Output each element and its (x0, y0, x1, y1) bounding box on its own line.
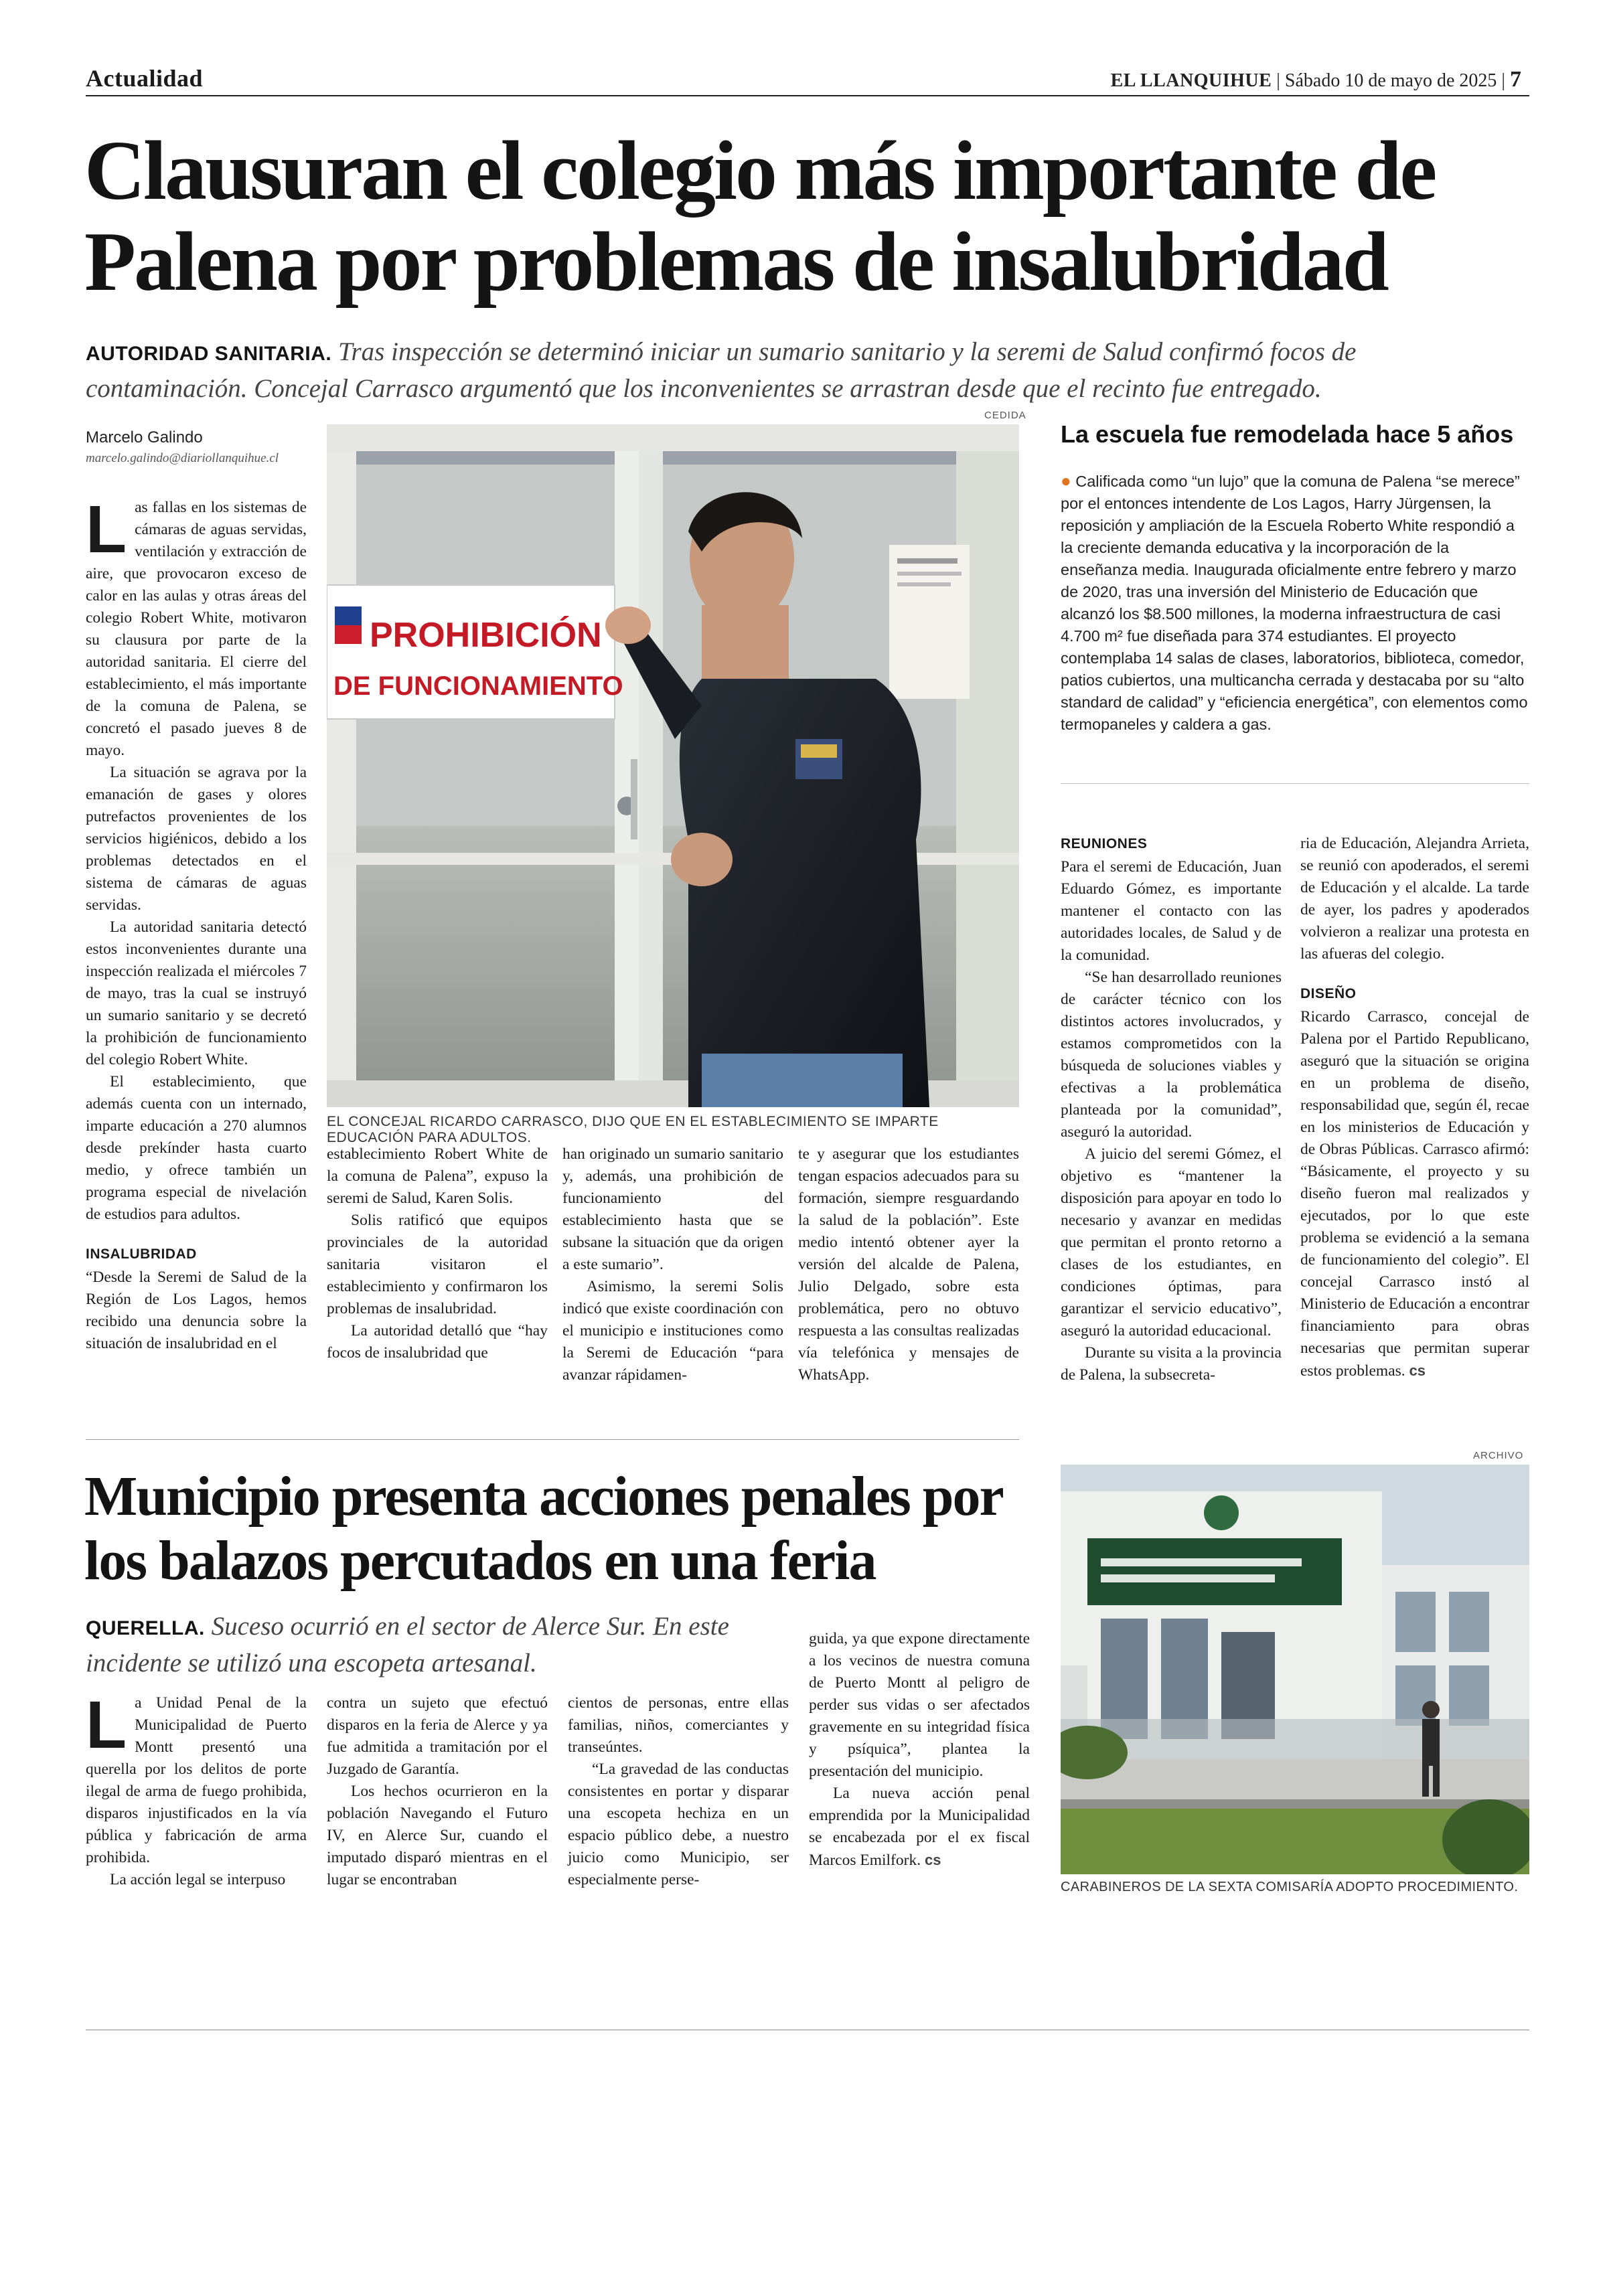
paragraph: Durante su visita a la provincia de Palena, la subsecreta- (1061, 1344, 1282, 1384)
article2-column-2 (327, 1692, 548, 1893)
headline-secondary: Municipio presenta acciones penales por los balazos percutados en una feria (84, 1465, 1002, 1592)
end-mark: cs (1409, 1362, 1426, 1379)
photo-credit: CEDIDA (984, 410, 1026, 421)
page-header-meta (1111, 67, 1521, 92)
paragraph: a Unidad Penal de la Municipalidad de Puerto Montt presentó una querella por los delitos de porte ilegal de arma de fuego prohibida, disparos injustificados en la vía pública y fabricación de arma prohibida. (86, 1694, 307, 1866)
article-column-6 (1300, 833, 1529, 1435)
deck-text: Suceso ocurrió en el sector de Alerce Sur. En este incidente se utilizó una escopeta artesanal. (86, 1612, 729, 1677)
paragraph: Asimismo, la seremi Solis indicó que existe coordinación con el municipio e instituciones como la Seremi de Educación “para avanzar rápidamen- (562, 1278, 783, 1384)
deck-secondary (86, 1609, 755, 1681)
sidebar-title: La escuela fue remodelada hace 5 años (1061, 420, 1514, 448)
sign-text-line-2: DE FUNCIONAMIENTO (333, 671, 623, 701)
section-label: Actualidad (86, 65, 204, 92)
article-column-4 (798, 1143, 1019, 1438)
paragraph: La situación se agrava por la emanación de gases y olores putrefactos provenientes de los servicios higiénicos, debido a los problemas detectados en el sistema de cámaras de aguas servidas. (86, 764, 307, 914)
header-separator: | (1276, 70, 1280, 91)
header-separator: | (1501, 70, 1505, 91)
header-rule (86, 95, 1529, 96)
byline (86, 428, 307, 466)
paragraph: Los hechos ocurrieron en la población Navegando el Futuro IV, en Alerce Sur, cuando el imputado disparó mientras en el lugar se encontraban (327, 1783, 548, 1888)
photo-councilman-at-door (327, 424, 1019, 1107)
paragraph: Para el seremi de Educación, Juan Eduardo Gómez, es importante mantener el contacto con las autoridades locales, de Salud y de la comunidad. (1061, 858, 1282, 964)
paragraph: contra un sujeto que efectuó disparos en la feria de Alerce y ya fue admitida a tramitación por el Juzgado de Garantía. (327, 1694, 548, 1778)
section-divider (86, 1439, 1019, 1440)
photo-illustration (1061, 1465, 1529, 1874)
article-column-1 (86, 492, 307, 1434)
paragraph: te y asegurar que los estudiantes tengan espacios adecuados para su formación, siempre resguardando la salud de la población”. Este medio intentó obtener ayer la versión del alcalde de Palena, Julio Delgado, sobre esta problemática, pero no obtuvo respuesta a las consultas realizadas vía telefónica y mensajes de WhatsApp. (798, 1145, 1019, 1384)
paragraph: Ricardo Carrasco, concejal de Palena por el Partido Republicano, aseguró que la situación se origina en un problema de diseño, responsabilidad que, según él, recae en los ministerios de Educación y de Obras Públicas. Carrasco afirmó: “Básicamente, el proyecto y su diseño fueron mal realizados y ejecutados, por lo que este problema se evidenció a la semana de funcionamiento del colegio”. El concejal Carrasco instó al Ministerio de Educación a encontrar financiamiento para obras necesarias que permitan superar estos problemas. (1300, 1008, 1529, 1380)
paragraph: cientos de personas, entre ellas familias, niños, comerciantes y transeúntes. (568, 1694, 789, 1756)
publication-date: Sábado 10 de mayo de 2025 (1284, 70, 1497, 91)
deck-text: Tras inspección se determinó iniciar un sumario sanitario y la seremi de Salud confirmó focos de contaminación. Concejal Carrasco argumentó que los inconvenientes se arrastran desde que el recinto fue entregado. (86, 337, 1357, 403)
sign-text-line-1: PROHIBICIÓN (370, 616, 602, 655)
article2-column-4 (809, 1628, 1030, 1896)
author-name: Marcelo Galindo (86, 428, 203, 446)
subheading: REUNIONES (1061, 836, 1148, 851)
paragraph: La nueva acción penal emprendida por la Municipalidad se encabezada por el ex fiscal Marcos Emilfork. (809, 1785, 1030, 1869)
paragraph: La autoridad detalló que “hay focos de insalubridad que (327, 1322, 548, 1362)
bullet-icon: ● (1061, 471, 1071, 491)
article2-column-1 (86, 1688, 307, 1893)
photo-caption: CARABINEROS DE LA SEXTA COMISARÍA ADOPTO PROCEDIMIENTO. (1061, 1880, 1519, 1894)
sidebar-divider (1061, 783, 1529, 784)
paragraph: A juicio del seremi Gómez, el objetivo es “mantener la disposición para apoyar en todo lo necesario y avanzar en medidas que permitan el pronto retorno a clases de los estudiantes, en condiciones óptimas, para garantizar el servicio educativo”, aseguró la autoridad educacional. (1061, 1145, 1282, 1339)
deck-lead: AUTORIDAD SANITARIA. (86, 343, 332, 365)
paragraph: Solis ratificó que equipos provinciales de la autoridad sanitaria visitaron el establecimiento y confirmaron los problemas de insalubridad. (327, 1212, 548, 1317)
paragraph: han originado un sumario sanitario y, además, una prohibición de funcionamiento del establecimiento hasta que se subsane la situación que da origen a este sumario”. (562, 1145, 783, 1273)
paragraph: “Desde la Seremi de Salud de la Región de Los Lagos, hemos recibido una denuncia sobre la situación de insalubridad en el (86, 1268, 307, 1352)
paragraph: “Se han desarrollado reuniones de carácter técnico con los distintos actores involucrados, y estamos comprometidos con la búsqueda de soluciones viables y efectivas a la problemática planteada por la comunidad”, aseguró la autoridad. (1061, 969, 1282, 1141)
sidebar-text (1061, 470, 1529, 736)
headline-main: Clausuran el colegio más importante de Palena por problemas de insalubridad (84, 125, 1436, 309)
paragraph: El establecimiento, que además cuenta con un internado, imparte educación a 270 alumnos desde prekínder hasta cuarto medio, y ofrece también un programa especial de nivelación de estudios para adultos. (86, 1073, 307, 1223)
publication-name: EL LLANQUIHUE (1110, 70, 1272, 91)
paragraph: establecimiento Robert White de la comuna de Palena”, expuso la seremi de Salud, Karen Solis. (327, 1145, 548, 1207)
author-email[interactable]: marcelo.galindo@diariollanquihue.cl (86, 451, 279, 465)
page-number: 7 (1510, 67, 1521, 92)
drop-cap: L (86, 492, 127, 567)
sidebar-paragraph: Calificada como “un lujo” que la comuna de Palena “se merece” por el entonces intendente de Los Lagos, Harry Jürgensen, la reposición y ampliación de la Escuela Roberto White respondió a la creciente demanda educativa y la incorporación de la enseñanza media. Inaugurada oficialmente entre febrero y marzo de 2020, tras una inversión del Ministerio de Educación que alcanzó los $8.500 millones, la moderna infraestructura de casi 4.700 m² fue diseñada para 374 estudiantes. El proyecto contemplaba 14 salas de clases, laboratorios, biblioteca, comedor, patios cubiertos, una multicancha cerrada y destacaba por su “alto standard de calidad” y “eficiencia energética”, con elementos como termopaneles y caldera a gas. (1061, 473, 1528, 733)
end-mark: cs (924, 1852, 941, 1868)
deck-lead: QUERELLA. (86, 1617, 205, 1639)
photo-credit: ARCHIVO (1473, 1450, 1524, 1461)
deck-main (86, 335, 1519, 406)
paragraph: as fallas en los sistemas de cámaras de aguas servidas, ventilación y extracción de aire, que provocaron exceso de calor en las aulas y otras áreas del colegio Robert White, motivaron su clausura por parte de la autoridad sanitaria. El cierre del establecimiento, el más importante de la comuna de Palena, se concretó el pasado jueves 8 de mayo. (86, 499, 307, 759)
photo-illustration (327, 424, 1019, 1107)
article2-column-3 (568, 1692, 789, 1893)
paragraph: guida, ya que expone directamente a los vecinos de nuestra comuna de Puerto Montt al peligro de perder sus vidas o ser afectados gravemente en su integridad física y psíquica”, plantea la presentación del municipio. (809, 1630, 1030, 1780)
paragraph: “La gravedad de las conductas consistentes en portar y disparar una escopeta hechiza en un espacio público debe, a nuestro juicio como Municipio, ser especialmente perse- (568, 1760, 789, 1888)
article-column-5 (1061, 833, 1282, 1435)
paragraph: ria de Educación, Alejandra Arrieta, se reunió con apoderados, el seremi de Educación y el alcalde. La tarde de ayer, los padres y apoderados volvieron a realizar una protesta en las afueras del colegio. (1300, 835, 1529, 963)
photo-police-station (1061, 1465, 1529, 1874)
article-column-2 (327, 1143, 548, 1438)
photo-caption: EL CONCEJAL RICARDO CARRASCO, DIJO QUE EN EL ESTABLECIMIENTO SE IMPARTE EDUCACIÓN PARA ADULTOS. (327, 1114, 939, 1145)
subheading: INSALUBRIDAD (86, 1246, 197, 1262)
subheading: DISEÑO (1300, 986, 1357, 1001)
drop-cap: L (86, 1688, 127, 1762)
paragraph: La acción legal se interpuso (110, 1871, 286, 1888)
paragraph: La autoridad sanitaria detectó estos inconvenientes durante una inspección realizada el miércoles 7 de mayo, tras la cual se instruyó un sumario sanitario y se decretó la prohibición de funcionamiento del colegio Robert White. (86, 918, 307, 1068)
article-column-3 (562, 1143, 783, 1438)
